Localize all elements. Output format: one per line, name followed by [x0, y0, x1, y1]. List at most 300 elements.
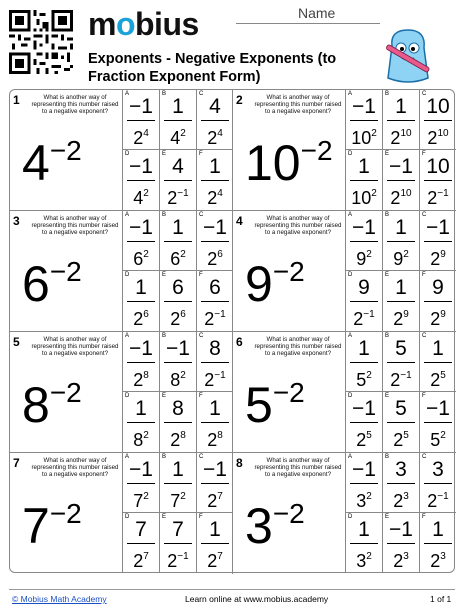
fraction-bar [424, 362, 452, 363]
answer-option-d[interactable] [122, 150, 159, 210]
problem-8 [233, 453, 456, 574]
answer-option-c[interactable] [419, 332, 456, 392]
numerator: −1 [129, 216, 153, 239]
answer-option-d[interactable] [345, 513, 382, 573]
numerator: 4 [172, 155, 184, 178]
answer-option-e[interactable] [159, 271, 196, 331]
option-letter: D [348, 151, 353, 157]
numerator: 1 [172, 216, 184, 239]
fraction [383, 458, 419, 511]
denominator-exponent: −1 [363, 309, 375, 320]
denominator-base: 2 [207, 249, 218, 269]
denominator [160, 123, 196, 148]
expression [22, 126, 82, 191]
denominator [123, 244, 159, 269]
answer-option-c[interactable] [419, 90, 456, 150]
numerator: 1 [358, 518, 370, 541]
fraction [160, 216, 196, 269]
problem-3 [10, 211, 233, 332]
answer-option-f[interactable] [196, 513, 233, 573]
denominator [383, 123, 419, 148]
numerator: 1 [209, 397, 221, 420]
fraction-bar [164, 301, 192, 302]
denominator-base: 5 [430, 430, 441, 450]
numerator: 1 [358, 337, 370, 360]
denominator-base: 6 [133, 249, 144, 269]
expression-base: 8 [22, 377, 50, 433]
option-letter: E [162, 393, 167, 399]
answer-option-e[interactable] [382, 271, 419, 331]
question-text: What is another way of representing this number raised to a negative exponent? [254, 457, 342, 479]
option-letter: E [162, 514, 167, 520]
denominator-exponent: 2 [180, 370, 186, 381]
numerator: −1 [389, 518, 413, 541]
numerator: 1 [395, 216, 407, 239]
academy-link[interactable]: © Mobius Math Academy [12, 594, 107, 604]
denominator [383, 365, 419, 390]
answer-option-f[interactable] [419, 150, 456, 210]
fraction [197, 276, 233, 329]
denominator [123, 486, 159, 511]
denominator [123, 183, 159, 208]
fraction-bar [387, 422, 415, 423]
denominator-base: 2 [204, 309, 215, 329]
denominator [420, 183, 456, 208]
fraction [346, 518, 382, 571]
fraction [160, 276, 196, 329]
denominator-exponent: 4 [217, 188, 223, 199]
option-letter: F [199, 393, 203, 399]
denominator-exponent: 2 [371, 128, 377, 139]
option-letter: B [385, 91, 390, 97]
fraction-bar [164, 241, 192, 242]
denominator-exponent: 9 [440, 249, 446, 260]
numerator: 9 [432, 276, 444, 299]
answer-option-e[interactable] [159, 513, 196, 573]
denominator [420, 244, 456, 269]
fraction [123, 458, 159, 511]
denominator-exponent: 10 [400, 188, 412, 199]
option-letter: D [348, 393, 353, 399]
denominator [383, 425, 419, 450]
denominator [123, 546, 159, 571]
question-text: What is another way of representing this number raised to a negative exponent? [254, 215, 342, 237]
numerator: 6 [209, 276, 221, 299]
fraction [123, 397, 159, 450]
fraction-bar [350, 483, 378, 484]
denominator [346, 365, 382, 390]
denominator [420, 304, 456, 329]
denominator-base: 2 [390, 370, 401, 390]
problem-4 [233, 211, 456, 332]
worksheet-title: Exponents - Negative Exponents (to Fraction Exponent Form) [88, 51, 337, 85]
answer-option-c[interactable] [419, 453, 456, 513]
fraction [346, 95, 382, 148]
denominator-base: 2 [427, 491, 438, 511]
expression-exponent: −2 [272, 256, 305, 287]
fraction-bar [387, 483, 415, 484]
numerator: −1 [426, 216, 450, 239]
denominator-exponent: 3 [403, 551, 409, 562]
numerator: −1 [389, 155, 413, 178]
denominator-exponent: 7 [143, 551, 149, 562]
fraction-bar [350, 241, 378, 242]
denominator-base: 2 [393, 551, 404, 571]
fraction [383, 155, 419, 208]
option-letter: F [422, 393, 426, 399]
denominator [346, 486, 382, 511]
answer-option-a[interactable] [345, 211, 382, 271]
fraction [346, 276, 382, 329]
denominator-base: 2 [430, 249, 441, 269]
denominator [123, 365, 159, 390]
problem-number: 1 [13, 93, 20, 107]
problem-grid [9, 89, 455, 573]
denominator-exponent: 10 [437, 128, 449, 139]
expression-exponent: −2 [272, 498, 305, 529]
option-letter: B [162, 212, 167, 218]
expression-exponent: −2 [272, 377, 305, 408]
numerator: −1 [352, 95, 376, 118]
fraction-bar [350, 362, 378, 363]
answer-option-c[interactable] [196, 332, 233, 392]
option-letter: F [422, 151, 426, 157]
expression [245, 126, 333, 191]
denominator-exponent: 6 [143, 309, 149, 320]
denominator-exponent: 2 [366, 491, 372, 502]
answer-option-e[interactable] [382, 392, 419, 452]
option-letter: A [348, 333, 353, 339]
problem-number: 2 [236, 93, 243, 107]
denominator [420, 123, 456, 148]
fraction-bar [387, 543, 415, 544]
denominator-exponent: 2 [180, 128, 186, 139]
answer-option-b[interactable] [159, 332, 196, 392]
numerator: −1 [352, 458, 376, 481]
denominator-base: 4 [133, 188, 144, 208]
page-number: 1 of 1 [430, 594, 452, 604]
answer-option-e[interactable] [382, 150, 419, 210]
option-letter: C [199, 212, 204, 218]
fraction [197, 95, 233, 148]
denominator-base: 2 [207, 430, 218, 450]
answer-option-f[interactable] [419, 271, 456, 331]
option-letter: A [348, 212, 353, 218]
fraction [383, 397, 419, 450]
answer-option-b[interactable] [159, 211, 196, 271]
numerator: 5 [395, 397, 407, 420]
fraction-bar [127, 301, 155, 302]
fraction-bar [127, 483, 155, 484]
problem-1 [10, 90, 233, 211]
denominator [197, 183, 233, 208]
answer-option-f[interactable] [419, 513, 456, 573]
fraction [160, 155, 196, 208]
problem-number: 3 [13, 214, 20, 228]
expression [245, 368, 305, 433]
numerator: 1 [432, 518, 444, 541]
denominator-base: 2 [133, 551, 144, 571]
answer-option-a[interactable] [122, 453, 159, 513]
numerator: 9 [358, 276, 370, 299]
answer-option-b[interactable] [382, 211, 419, 271]
denominator-exponent: 4 [143, 128, 149, 139]
fraction-bar [424, 301, 452, 302]
numerator: −1 [352, 216, 376, 239]
answer-option-e[interactable] [159, 150, 196, 210]
expression-base: 10 [245, 135, 301, 191]
fraction-bar [350, 422, 378, 423]
denominator-base: 2 [133, 128, 144, 148]
option-letter: E [162, 272, 167, 278]
answer-option-c[interactable] [196, 90, 233, 150]
fraction [160, 95, 196, 148]
option-letter: A [348, 454, 353, 460]
denominator-base: 2 [430, 370, 441, 390]
denominator-exponent: 2 [371, 188, 377, 199]
fraction-bar [164, 483, 192, 484]
fraction-bar [164, 180, 192, 181]
fraction [160, 458, 196, 511]
answer-option-d[interactable] [122, 392, 159, 452]
answer-option-c[interactable] [196, 211, 233, 271]
numerator: 8 [172, 397, 184, 420]
denominator [197, 486, 233, 511]
expression-exponent: −2 [49, 135, 82, 166]
answer-option-e[interactable] [382, 513, 419, 573]
denominator-exponent: 2 [143, 188, 149, 199]
answer-option-f[interactable] [419, 392, 456, 452]
answer-option-a[interactable] [345, 90, 382, 150]
denominator-base: 10 [351, 128, 372, 148]
fraction-bar [424, 543, 452, 544]
numerator: 1 [172, 458, 184, 481]
denominator [420, 546, 456, 571]
answer-option-c[interactable] [419, 211, 456, 271]
answer-option-d[interactable] [122, 271, 159, 331]
denominator [160, 244, 196, 269]
denominator-exponent: 9 [403, 309, 409, 320]
numerator: −1 [129, 337, 153, 360]
expression-base: 7 [22, 498, 50, 554]
question-text: What is another way of representing this number raised to a negative exponent? [31, 215, 119, 237]
numerator: 1 [432, 337, 444, 360]
fraction-bar [350, 301, 378, 302]
brand-logo: mobius [88, 6, 199, 42]
denominator [123, 123, 159, 148]
answer-option-b[interactable] [382, 90, 419, 150]
fraction-bar [201, 241, 229, 242]
denominator [346, 244, 382, 269]
fraction-bar [164, 362, 192, 363]
option-letter: D [125, 272, 130, 278]
denominator [346, 546, 382, 571]
option-letter: B [385, 212, 390, 218]
denominator-exponent: 5 [366, 430, 372, 441]
denominator-exponent: −1 [437, 188, 449, 199]
denominator-base: 2 [170, 309, 181, 329]
question-text: What is another way of representing this number raised to a negative exponent? [31, 336, 119, 358]
option-letter: D [125, 514, 130, 520]
option-letter: F [422, 514, 426, 520]
problem-2 [233, 90, 456, 211]
fraction [383, 95, 419, 148]
option-letter: A [125, 333, 130, 339]
denominator [197, 546, 233, 571]
fraction-bar [387, 120, 415, 121]
answer-option-e[interactable] [159, 392, 196, 452]
answer-option-a[interactable] [122, 90, 159, 150]
answer-option-d[interactable] [122, 513, 159, 573]
expression-base: 6 [22, 256, 50, 312]
denominator-base: 2 [393, 430, 404, 450]
denominator-exponent: 2 [366, 551, 372, 562]
option-letter: A [125, 212, 130, 218]
problem-number: 8 [236, 456, 243, 470]
option-letter: B [385, 454, 390, 460]
denominator [160, 183, 196, 208]
expression [245, 489, 305, 554]
fraction-bar [127, 362, 155, 363]
numerator: 7 [135, 518, 147, 541]
option-letter: B [162, 333, 167, 339]
numerator: 3 [432, 458, 444, 481]
option-letter: E [385, 514, 390, 520]
fraction-bar [201, 180, 229, 181]
fraction [197, 518, 233, 571]
footer-url-text: Learn online at www.mobius.academy [185, 594, 329, 604]
denominator [160, 486, 196, 511]
numerator: 6 [172, 276, 184, 299]
denominator [346, 183, 382, 208]
fraction-bar [424, 422, 452, 423]
denominator-exponent: 2 [180, 491, 186, 502]
fraction-bar [387, 301, 415, 302]
option-letter: D [125, 151, 130, 157]
fraction [197, 155, 233, 208]
fraction [346, 397, 382, 450]
answer-option-b[interactable] [382, 332, 419, 392]
option-letter: F [422, 272, 426, 278]
fraction [346, 458, 382, 511]
answer-option-a[interactable] [345, 453, 382, 513]
denominator-exponent: −1 [177, 188, 189, 199]
denominator [160, 425, 196, 450]
denominator-exponent: 10 [400, 128, 412, 139]
answer-option-c[interactable] [196, 453, 233, 513]
fraction-bar [201, 543, 229, 544]
option-letter: D [125, 393, 130, 399]
expression-exponent: −2 [49, 498, 82, 529]
denominator-exponent: 3 [403, 491, 409, 502]
denominator-base: 2 [207, 188, 218, 208]
answer-option-f[interactable] [196, 392, 233, 452]
numerator: 1 [395, 95, 407, 118]
answer-option-d[interactable] [345, 150, 382, 210]
numerator: −1 [203, 216, 227, 239]
question-text: What is another way of representing this number raised to a negative exponent? [254, 94, 342, 116]
fraction-bar [387, 180, 415, 181]
fraction [123, 216, 159, 269]
option-letter: C [422, 333, 427, 339]
option-letter: A [125, 454, 130, 460]
fraction [346, 216, 382, 269]
option-letter: D [348, 272, 353, 278]
fraction-bar [350, 120, 378, 121]
denominator-base: 2 [207, 551, 218, 571]
numerator: 10 [426, 155, 450, 178]
answer-option-b[interactable] [159, 90, 196, 150]
numerator: 1 [172, 95, 184, 118]
fraction-bar [127, 120, 155, 121]
problem-number: 7 [13, 456, 20, 470]
answer-option-a[interactable] [122, 332, 159, 392]
denominator-exponent: 2 [143, 430, 149, 441]
problem-5 [10, 332, 233, 453]
answer-option-b[interactable] [382, 453, 419, 513]
fraction-bar [201, 422, 229, 423]
denominator-exponent: −1 [177, 551, 189, 562]
denominator [420, 425, 456, 450]
fraction [123, 95, 159, 148]
denominator [383, 486, 419, 511]
denominator [197, 304, 233, 329]
fraction-bar [201, 362, 229, 363]
denominator-exponent: 2 [440, 430, 446, 441]
denominator [123, 304, 159, 329]
fraction-bar [387, 241, 415, 242]
fraction-bar [201, 120, 229, 121]
answer-option-a[interactable] [345, 332, 382, 392]
denominator-exponent: −1 [214, 370, 226, 381]
answer-option-d[interactable] [345, 392, 382, 452]
fraction [197, 216, 233, 269]
numerator: −1 [166, 337, 190, 360]
denominator [346, 425, 382, 450]
option-letter: F [199, 514, 203, 520]
answer-option-f[interactable] [196, 271, 233, 331]
denominator-exponent: 7 [217, 551, 223, 562]
denominator-exponent: −1 [400, 370, 412, 381]
answer-option-d[interactable] [345, 271, 382, 331]
denominator-exponent: 5 [403, 430, 409, 441]
problem-number: 5 [13, 335, 20, 349]
question-text: What is another way of representing this number raised to a negative exponent? [254, 336, 342, 358]
answer-option-a[interactable] [122, 211, 159, 271]
fraction-bar [424, 120, 452, 121]
denominator [123, 425, 159, 450]
fraction-bar [127, 241, 155, 242]
option-letter: A [348, 91, 353, 97]
option-letter: F [199, 151, 203, 157]
numerator: 4 [209, 95, 221, 118]
numerator: 1 [395, 276, 407, 299]
expression-exponent: −2 [300, 135, 333, 166]
name-field-line [236, 23, 380, 24]
option-letter: E [385, 393, 390, 399]
fraction-bar [424, 241, 452, 242]
answer-option-f[interactable] [196, 150, 233, 210]
option-letter: C [422, 91, 427, 97]
answer-option-b[interactable] [159, 453, 196, 513]
option-letter: B [162, 454, 167, 460]
denominator-exponent: −1 [437, 491, 449, 502]
denominator-base: 2 [133, 370, 144, 390]
fraction-bar [127, 543, 155, 544]
denominator [197, 425, 233, 450]
fraction-bar [350, 543, 378, 544]
denominator [160, 304, 196, 329]
